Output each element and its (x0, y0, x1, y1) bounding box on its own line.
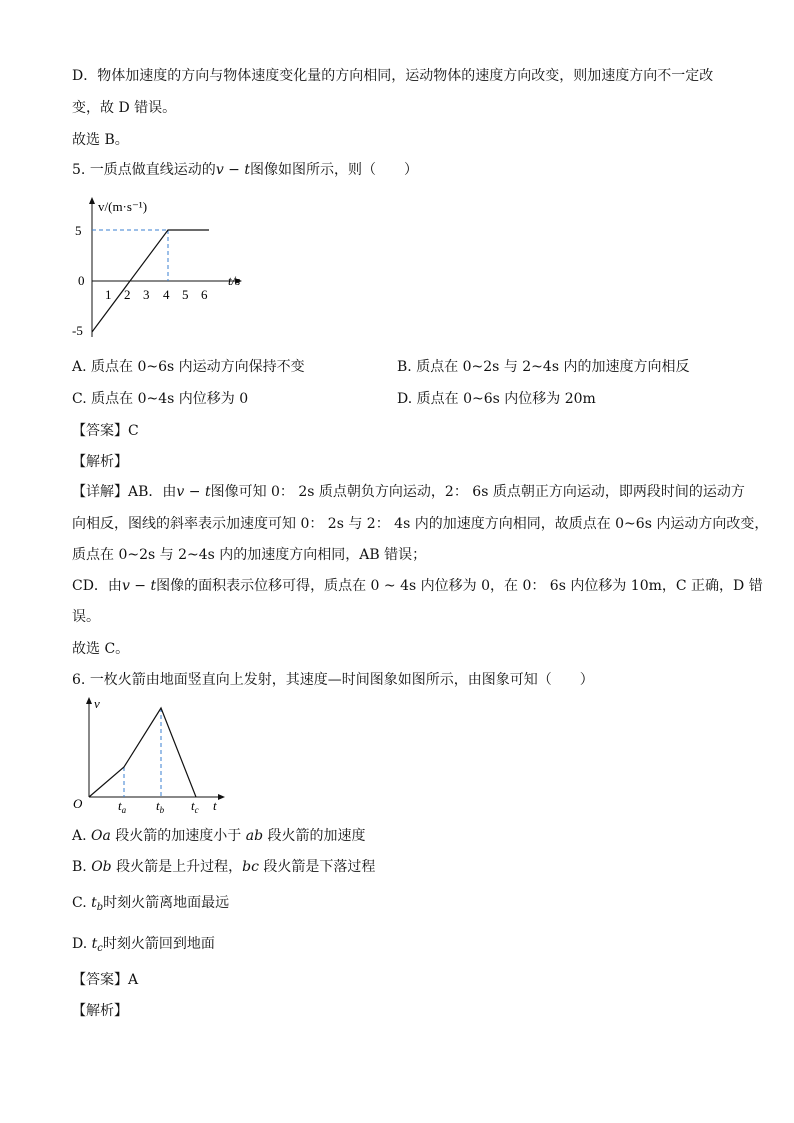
q5-option-b: B. 质点在 0~2s 与 2~4s 内的加速度方向相反 (397, 359, 690, 375)
q5-y-arrow (89, 197, 95, 204)
q5-detail-1var: v − t (176, 484, 211, 500)
q5-xtick-3: 3 (143, 287, 150, 302)
q6-optC-pre: C. (72, 895, 92, 911)
q6-option-c (72, 893, 229, 918)
q5-y-label: v/(m·s⁻¹) (98, 199, 148, 214)
q5-xtick-5: 5 (182, 287, 189, 302)
prev-line-1: D．物体加速度的方向与物体速度变化量的方向相同，运动物体的速度方向改变，则加速度方向不一定改 (72, 68, 714, 84)
q6-option-d (72, 934, 215, 959)
q6-vt-graph (72, 694, 232, 818)
q5-xtick-1: 1 (105, 287, 112, 302)
q5-option-c: C. 质点在 0~4s 内位移为 0 (72, 391, 249, 407)
prev-line-2: 变，故 D 错误。 (72, 100, 177, 116)
q6-ta: $t_a$ (118, 798, 127, 815)
q6-optA-post: 段火箭的加速度 (263, 828, 366, 844)
q6-optB-pre: B. (72, 859, 92, 875)
q5-detail-3: 质点在 0~2s 与 2~4s 内的加速度方向相同，AB 错误； (72, 547, 427, 563)
q6-optC-sub: b (96, 902, 104, 913)
q5-detail-2: 向相反，图线的斜率表示加速度可知 0： 2s 与 2： 4s 内的加速度方向相同，故质点在 0~6s 内运动方向改变， (72, 516, 769, 532)
prev-conclusion: 故选 B。 (72, 132, 129, 148)
q5-detail-1a: AB．由 (128, 484, 177, 500)
q5-stem (72, 160, 418, 180)
q5-answer-tag: 【答案】 (72, 423, 128, 439)
q5-stem-var: v − t (215, 162, 250, 178)
q5-detail-4var: v − t (121, 578, 157, 594)
q6-option-b (72, 857, 375, 877)
q6-stem-text: 一枚火箭由地面竖直向上发射，其速度—时间图象如图所示，由图象可知（ ） (89, 672, 594, 688)
q6-optB-v2: bc (242, 859, 259, 875)
q5-analysis-tag: 【解析】 (72, 454, 128, 470)
q6-optD-post: 时刻火箭回到地面 (102, 936, 215, 952)
q6-x-arrow (218, 794, 225, 800)
q5-detail-5: 误。 (72, 609, 100, 625)
q6-y-arrow (86, 697, 92, 704)
q6-optD-sub: c (97, 943, 103, 954)
q6-origin: O (73, 796, 83, 811)
q5-xtick-4: 4 (163, 287, 170, 302)
q5-number: 5. (72, 162, 86, 178)
q6-answer (72, 970, 138, 990)
q5-vt-graph (72, 192, 272, 342)
q6-optB-mid: 段火箭是上升过程， (111, 859, 243, 875)
q6-tb: $t_b$ (156, 798, 165, 815)
q6-optC-t: t (91, 895, 97, 911)
q5-ytick-neg5: -5 (72, 323, 83, 338)
q5-xtick-6: 6 (201, 287, 208, 302)
q5-conclusion: 故选 C。 (72, 641, 130, 657)
q6-optA-v1: Oa (91, 828, 111, 844)
q6-optB-post: 段火箭是下落过程 (258, 859, 376, 875)
q6-stem (72, 670, 594, 690)
q6-answer-value: A (128, 972, 139, 988)
q6-optA-pre: A. (72, 828, 92, 844)
q6-x-label: t (213, 798, 217, 813)
q5-detail-1 (72, 482, 745, 502)
q6-number: 6. (72, 672, 86, 688)
q5-xtick-2: 2 (124, 287, 131, 302)
q6-optD-pre: D. (72, 936, 92, 952)
q6-optC-post: 时刻火箭离地面最远 (103, 895, 230, 911)
q6-option-a (72, 826, 366, 846)
q5-stem-b: 图像如图所示，则（ ） (249, 162, 418, 178)
q5-option-a: A. 质点在 0~6s 内运动方向保持不变 (72, 359, 305, 375)
q6-optA-mid: 段火箭的加速度小于 (110, 828, 246, 844)
q5-detail-4 (72, 576, 763, 596)
q5-option-d: D. 质点在 0~6s 内位移为 20m (397, 391, 596, 407)
q6-analysis-tag: 【解析】 (72, 1003, 128, 1019)
q6-optB-v1: Ob (91, 859, 112, 875)
q6-optD-t: t (91, 936, 98, 952)
q5-x-label: t/s (228, 273, 241, 288)
q5-ytick-0: 0 (78, 273, 85, 288)
q5-ytick-5: 5 (75, 223, 82, 238)
q5-detail-4a: CD．由 (72, 578, 122, 594)
q6-y-label: v (94, 696, 100, 711)
q6-optA-v2: ab (245, 828, 264, 844)
q6-answer-tag: 【答案】 (72, 972, 128, 988)
q5-detail-1b: 图像可知 0： 2s 质点朝负方向运动，2： 6s 质点朝正方向运动，即两段时间的运动方 (210, 484, 745, 500)
q5-stem-a: 一质点做直线运动的 (89, 162, 216, 178)
q5-detail-4b: 图像的面积表示位移可得，质点在 0 ~ 4s 内位移为 0，在 0： 6s 内位移为 10m，C 正确，D 错 (156, 578, 763, 594)
q6-tc: $t_c$ (191, 798, 199, 815)
q5-answer (72, 421, 139, 441)
q6-vt-line (89, 708, 196, 797)
q5-answer-value: C (128, 423, 139, 439)
q5-detail-tag: 【详解】 (72, 484, 128, 500)
